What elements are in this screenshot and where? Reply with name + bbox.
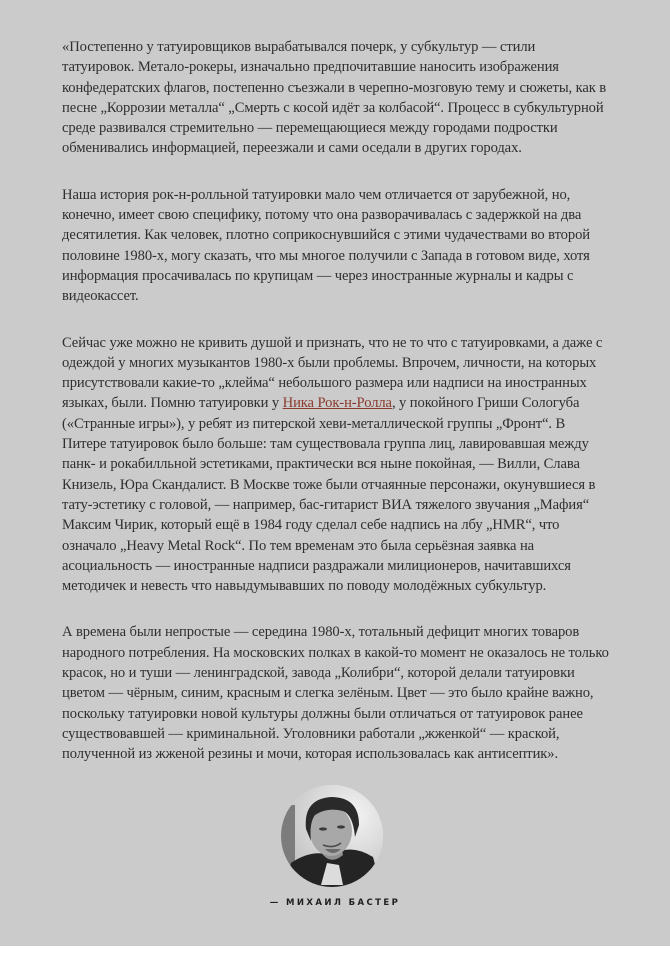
quote-body bbox=[62, 37, 610, 791]
author-caption: — МИХАИЛ БАСТЕР bbox=[269, 898, 401, 908]
paragraph-3 bbox=[62, 333, 610, 597]
paragraph-2: Наша история рок-н-ролльной татуировки мало чем отличается от зарубежной, но, конечно, имеет свою специфику, потому что она разворачивалась с задержкой на два десятилетия. Как человек, плотно соприкоснувшийся с этими чудачествами во второй половине 1980-х, могу сказать, что мы многое получили с Запада в готовом виде, хотя информация просачивалась по крупицам — через иностранные журналы и кадры с видеокассет. bbox=[62, 186, 590, 305]
author-portrait-icon bbox=[281, 785, 383, 887]
paragraph-4: А времена были непростые — середина 1980-х, тотальный дефицит многих товаров народного потребления. На московских полках в какой-то момент не оказалось не только красок, но и туши — ленинградской, завода „Колибри“, которой делали татуировки цветом — чёрным, синим, красным и слегка зелёным. Цвет — это было крайне важно, поскольку татуировки новой культуры должны были отличаться от татуировок ранее существовавшей — криминальной. Уголовники работали „жженкой“ — краской, полученной из жженой резины и мочи, которая использовалась как антисептик». bbox=[62, 624, 609, 763]
paragraph-1: «Постепенно у татуировщиков вырабатывался почерк, у субкультур — стили татуировок. Метало-рокеры, изначально предпочитавшие наносить изображения конфедератских флагов, постепенно съезжали в черепно-мозговую тему и сюжеты, как в песне „Коррозии металла“ „Смерть с косой идёт за колбасой“. Процесс в субкультурной среде развивался стремительно — перемещающиеся между городами подростки обменивались информацией, переезжали и сами оседали в других городах. bbox=[62, 39, 607, 157]
paragraph-3-start: Сейчас уже можно не кривить душой и признать, что не то что с татуировками, а даже с одеждой у многих музыкантов 1980-х были проблемы. Впрочем, личности, на которых присутствовали какие-то „клейма“ небольшого размера или надписи на иностранных языках, были. Помню татуировки у bbox=[62, 334, 603, 412]
nick-rock-n-roll-link[interactable]: Ника Рок-н-Ролла bbox=[282, 395, 392, 412]
paragraph-3-end: , у покойного Гриши Сологуба («Странные игры»), у ребят из питерской хеви-металлической группы „Фронт“. В Питере татуировок было больше: там существовала группа лиц, лавировавшая между панк- и рокабилльной эстетиками, практически вся ныне покойная, — Вилли, Слава Книзель, Юра Скандалист. В Москве тоже были отчаянные персонажи, окунувшиеся в тату-эстетику с головой, — например, бас-гитарист ВИА тяжелого звучания „Мафия“ Максим Чирик, который ещё в 1984 году сделал себе надпись на лбу „HMR“, что означало „Heavy Metal Rock“. По тем временам это была серьёзная заявка на асоциальность — иностранные надписи раздражали милиционеров, начитавшихся методичек и невесть что навыдумывавших по поводу молодёжных субкультур. bbox=[62, 395, 596, 595]
